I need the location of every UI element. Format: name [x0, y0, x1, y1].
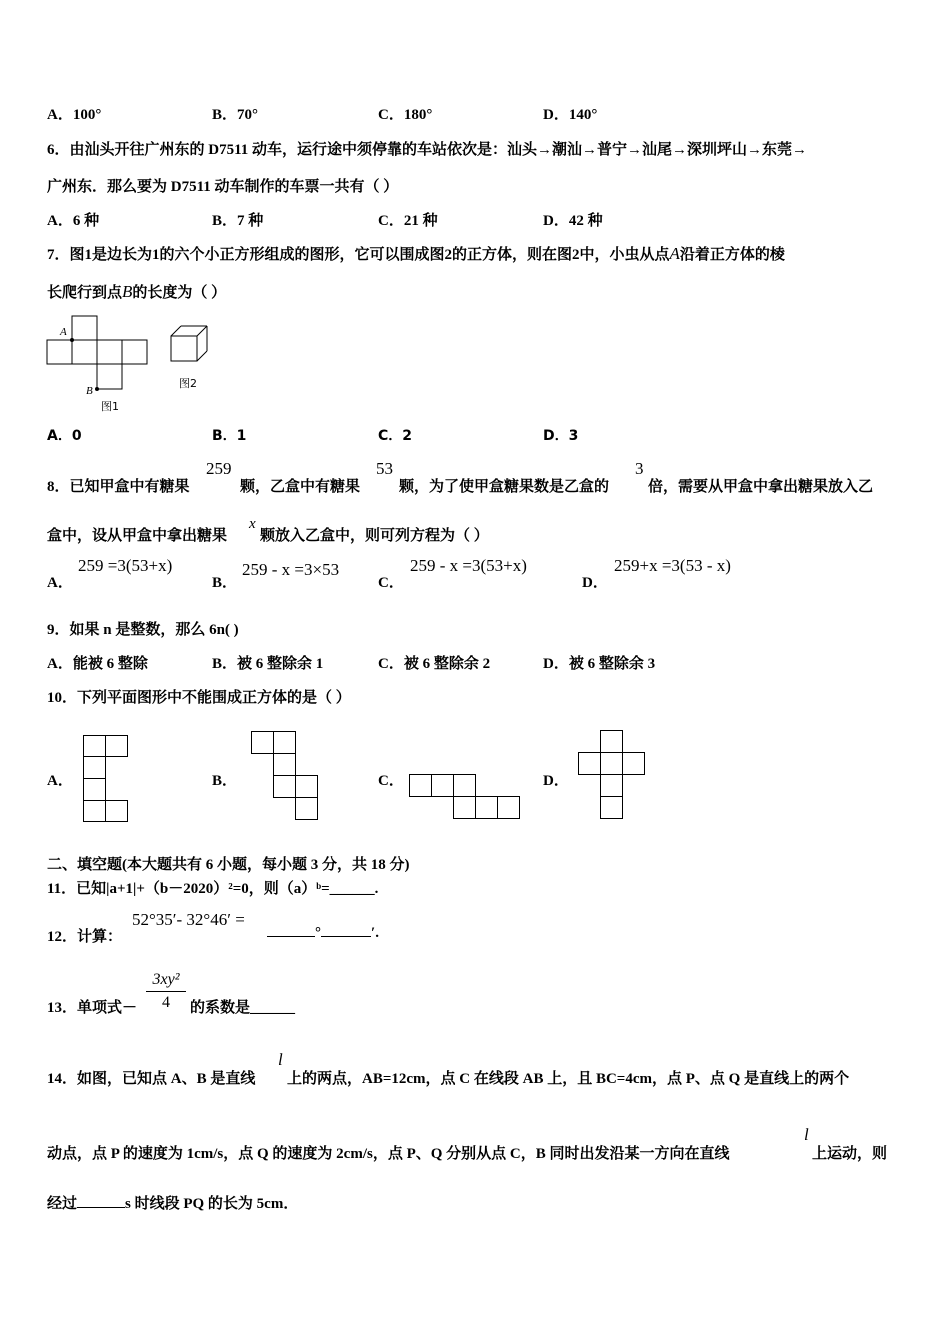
q7-stem-line2-text: 长爬行到点	[47, 285, 123, 301]
q7-fig-point-a: A	[60, 326, 67, 338]
q9-option-c[interactable]: C．被 6 整除余 2	[378, 656, 491, 672]
q14-line1-end: 上的两点，AB=12cm，点 C 在线段 AB 上，且 BC=4cm，点 P、点 Q 是直线上的两个	[287, 1071, 850, 1087]
q14-line2-end: 上运动，则	[812, 1146, 888, 1162]
q9-option-d[interactable]: D．被 6 整除余 3	[543, 656, 656, 672]
q13-numerator: 3xy²	[146, 969, 186, 992]
q7-option-c[interactable]: C．2	[378, 428, 413, 444]
q14-line3-start: 经过	[47, 1196, 78, 1212]
q7-fig-point-b: B	[86, 385, 93, 397]
q7-option-a[interactable]: A．0	[47, 428, 82, 444]
q10-stem: 10．下列平面图形中不能围成正方体的是（ ）	[47, 690, 351, 706]
q12-expression: 52°35′- 32°46′ =	[132, 910, 245, 929]
q9-stem: 9．如果 n 是整数，那么 6n( )	[47, 622, 239, 638]
q8-stem-line2-end: 颗放入乙盒中，则可列方程为（ ）	[260, 528, 489, 544]
section2-title: 二、填空题(本大题共有 6 小题，每小题 3 分，共 18 分)	[47, 857, 410, 873]
q7-point-b: B	[122, 282, 133, 301]
q7-figure1-net	[40, 312, 160, 412]
q7-stem-line2	[47, 281, 226, 302]
q13-label: 13．单项式－	[47, 1000, 138, 1016]
q8-stem-part2: 颗，乙盒中有糖果	[240, 479, 361, 495]
q7-option-b[interactable]: B．1	[212, 428, 247, 444]
q7-stem-text: 7．图1是边长为1的六个小正方形组成的图形，它可以围成图2的正方体，则在图2中，小虫从点	[47, 247, 670, 263]
q7-stem-line2-end: 的长度为（ ）	[132, 285, 227, 301]
q8-number-259: 259	[206, 459, 232, 478]
q10-option-b-label[interactable]: B．	[212, 773, 238, 789]
q8-option-a-equation[interactable]: 259 =3(53+x)	[78, 556, 173, 575]
q7-figure2-cube	[168, 324, 213, 369]
q14-answer-blank[interactable]	[77, 1207, 125, 1208]
q10-option-d-label[interactable]: D．	[543, 773, 569, 789]
q14-line-l-1: l	[278, 1050, 283, 1069]
q5-option-d[interactable]: D．140°	[543, 107, 598, 123]
q10-option-c-net[interactable]	[409, 774, 523, 822]
q6-stem-line2: 广州东．那么要为 D7511 动车制作的车票一共有（ ）	[47, 179, 399, 195]
q7-figure1-label: 图1	[101, 400, 119, 413]
q8-option-c-equation[interactable]: 259 - x =3(53+x)	[410, 556, 527, 575]
q12-blank-minutes[interactable]	[321, 936, 371, 937]
q10-option-b-net[interactable]	[251, 731, 321, 823]
q12-answer[interactable]	[267, 925, 379, 942]
q7-stem-line1	[47, 243, 785, 264]
q10-option-c-label[interactable]: C．	[378, 773, 404, 789]
q13-suffix[interactable]: 的系数是______	[190, 1000, 296, 1016]
q14-line-l-2: l	[804, 1125, 809, 1144]
q11-text[interactable]: 11．已知|a+1|+（b－2020）²=0，则（a）ᵇ=______.	[47, 881, 379, 897]
q8-variable-x: x	[249, 516, 256, 532]
q7-figure2-label: 图2	[179, 377, 197, 390]
q8-stem-part3: 颗，为了使甲盒糖果数是乙盒的	[399, 479, 610, 495]
q12-blank-degrees[interactable]	[267, 936, 315, 937]
q6-option-c[interactable]: C．21 种	[378, 213, 438, 229]
q8-stem-line2: 盒中，设从甲盒中拿出糖果	[47, 528, 228, 544]
q7-stem-text-end: 沿着正方体的棱	[679, 247, 785, 263]
q8-stem-part1: 8．已知甲盒中有糖果	[47, 479, 190, 495]
q9-option-a[interactable]: A．能被 6 整除	[47, 656, 148, 672]
q8-stem-part4: 倍，需要从甲盒中拿出糖果放入乙	[648, 479, 874, 495]
q9-option-b[interactable]: B．被 6 整除余 1	[212, 656, 324, 672]
q10-option-d-net[interactable]	[578, 730, 648, 822]
q14-line3[interactable]	[47, 1192, 298, 1213]
q8-option-d-label[interactable]: D．	[582, 575, 608, 591]
q6-stem-line1: 6．由汕头开往广州东的 D7511 动车，运行途中须停靠的车站依次是：汕头→潮汕→普宁→汕尾→深圳坪山→东莞→	[47, 142, 808, 158]
q6-option-d[interactable]: D．42 种	[543, 213, 603, 229]
q14-line1-start: 14．如图，已知点 A、B 是直线	[47, 1071, 256, 1087]
q5-option-c[interactable]: C．180°	[378, 107, 433, 123]
q8-option-c-label[interactable]: C．	[378, 575, 404, 591]
q14-line2-start: 动点，点 P 的速度为 1cm/s，点 Q 的速度为 2cm/s，点 P、Q 分别从点 C，B 同时出发沿某一方向在直线	[47, 1146, 730, 1162]
q6-option-a[interactable]: A．6 种	[47, 213, 100, 229]
q5-option-b[interactable]: B．70°	[212, 107, 259, 123]
q8-option-b-equation[interactable]: 259 - x =3×53	[242, 560, 340, 579]
q13-denominator: 4	[162, 994, 170, 1011]
q6-option-b[interactable]: B．7 种	[212, 213, 264, 229]
q12-label: 12．计算：	[47, 929, 123, 945]
q8-number-3: 3	[635, 459, 644, 478]
q5-option-a[interactable]: A．100°	[47, 107, 102, 123]
q8-option-a-label[interactable]: A．	[47, 575, 73, 591]
q8-option-d-equation[interactable]: 259+x =3(53 - x)	[614, 556, 731, 575]
q14-line3-end: s 时线段 PQ 的长为 5cm．	[125, 1196, 299, 1212]
q10-option-a-net[interactable]	[83, 735, 129, 823]
q8-number-53: 53	[376, 459, 393, 478]
q10-option-a-label[interactable]: A．	[47, 773, 73, 789]
q7-point-a: A	[669, 244, 680, 263]
q12-degree-symbol: °	[315, 925, 321, 941]
q13-fraction	[146, 969, 186, 1014]
q8-option-b-label[interactable]: B．	[212, 575, 238, 591]
q7-option-d[interactable]: D．3	[543, 428, 579, 444]
q12-minute-symbol: ′.	[371, 925, 379, 941]
